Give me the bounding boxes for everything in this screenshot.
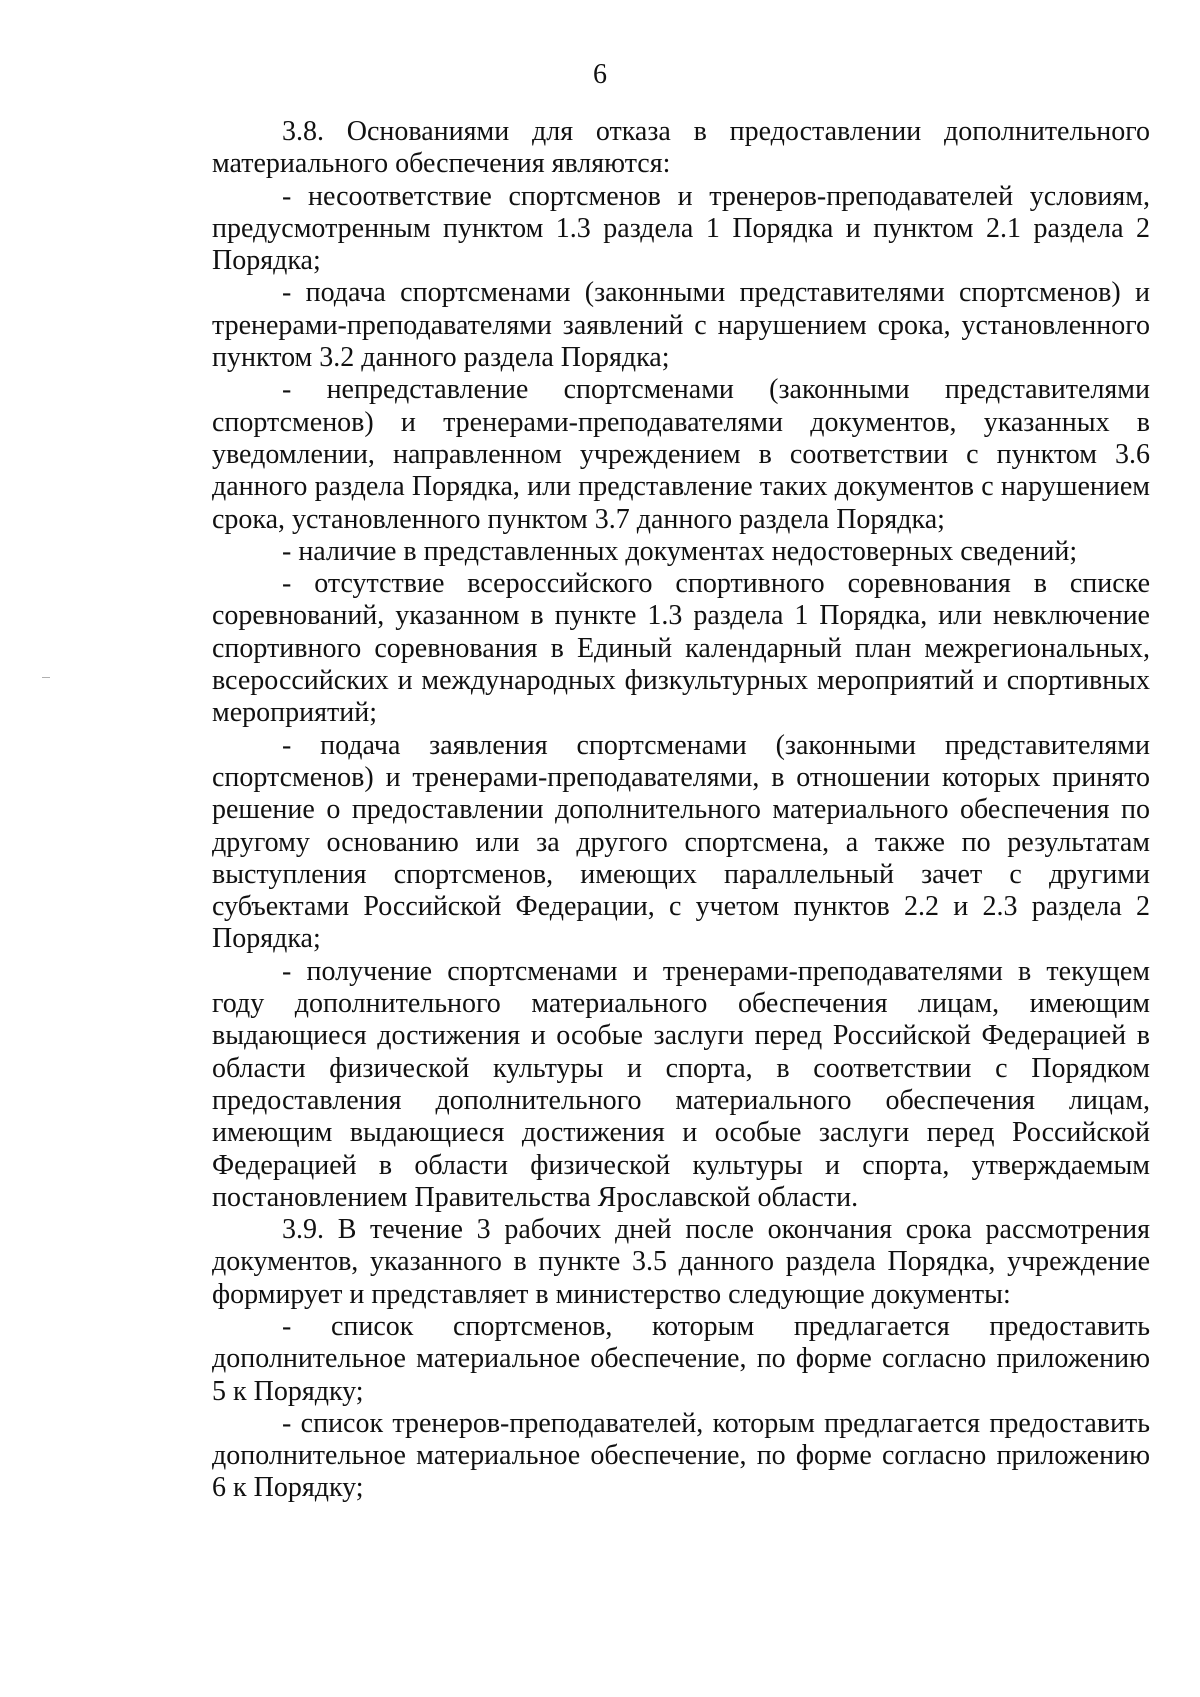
paragraph-item-already-received: - получение спортсменами и тренерами-преподавателями в текущем году дополнительного материального обеспечения лицам, имеющим выдающиеся достижения и особые заслуги перед Российской Федерацией в области физической культуры и спорта, в соответствии с Порядком предоставления дополнительного материального обеспечения лицам, имеющим выдающиеся достижения и особые заслуги перед Российской Федерацией в области физической культуры и спорта, утверждаемым постановлением Правительства Ярославской области. bbox=[212, 955, 1150, 1213]
paragraph-item-duplicate-application: - подача заявления спортсменами (законными представителями спортсменов) и тренерами-преподавателями, в отношении которых принято решение о предоставлении дополнительного материального обеспечения по другому основанию или за другого спортсмена, а также по результатам выступления спортсменов, имеющих параллельный зачет с другими субъектами Российской Федерации, с учетом пунктов 2.2 и 2.3 раздела 2 Порядка; bbox=[212, 729, 1150, 955]
paragraph-item-nonconformity: - несоответствие спортсменов и тренеров-преподавателей условиям, предусмотренным пунктом 1.3 раздела 1 Порядка и пунктом 2.1 раздела 2 Порядка; bbox=[212, 180, 1150, 277]
document-body bbox=[212, 116, 1150, 1505]
paragraph-3-8-intro: 3.8. Основаниями для отказа в предоставлении дополнительного материального обеспечения являются: bbox=[212, 116, 1150, 180]
paragraph-3-9-intro: 3.9. В течение 3 рабочих дней после окончания срока рассмотрения документов, указанного в пункте 3.5 данного раздела Порядка, учреждение формирует и представляет в министерство следующие документы: bbox=[212, 1214, 1150, 1310]
paragraph-item-late-application: - подача спортсменами (законными представителями спортсменов) и тренерами-преподавателями заявлений с нарушением срока, установленного пунктом 3.2 данного раздела Порядка; bbox=[212, 277, 1150, 374]
paragraph-item-competition-absent: - отсутствие всероссийского спортивного соревнования в списке соревнований, указанном в пункте 1.3 раздела 1 Порядка, или невключение спортивного соревнования в Единый календарный план межрегиональных, всероссийских и международных физкультурных мероприятий и спортивных мероприятий; bbox=[212, 568, 1150, 729]
paragraph-item-athletes-list: - список спортсменов, которым предлагается предоставить дополнительное материальное обеспечение, по форме согласно приложению 5 к Порядку; bbox=[212, 1310, 1150, 1407]
paragraph-item-missing-documents: - непредставление спортсменами (законными представителями спортсменов) и тренерами-преподавателями документов, указанных в уведомлении, направленном учреждением в соответствии с пунктом 3.6 данного раздела Порядка, или представление таких документов с нарушением срока, установленного пунктом 3.7 данного раздела Порядка; bbox=[212, 374, 1150, 535]
margin-scan-mark bbox=[42, 677, 50, 678]
page-number: 6 bbox=[593, 59, 607, 90]
paragraph-item-false-information: - наличие в представленных документах недостоверных сведений; bbox=[282, 535, 1078, 567]
paragraph-item-coaches-list: - список тренеров-преподавателей, которым предлагается предоставить дополнительное материальное обеспечение, по форме согласно приложению 6 к Порядку; bbox=[212, 1407, 1150, 1504]
